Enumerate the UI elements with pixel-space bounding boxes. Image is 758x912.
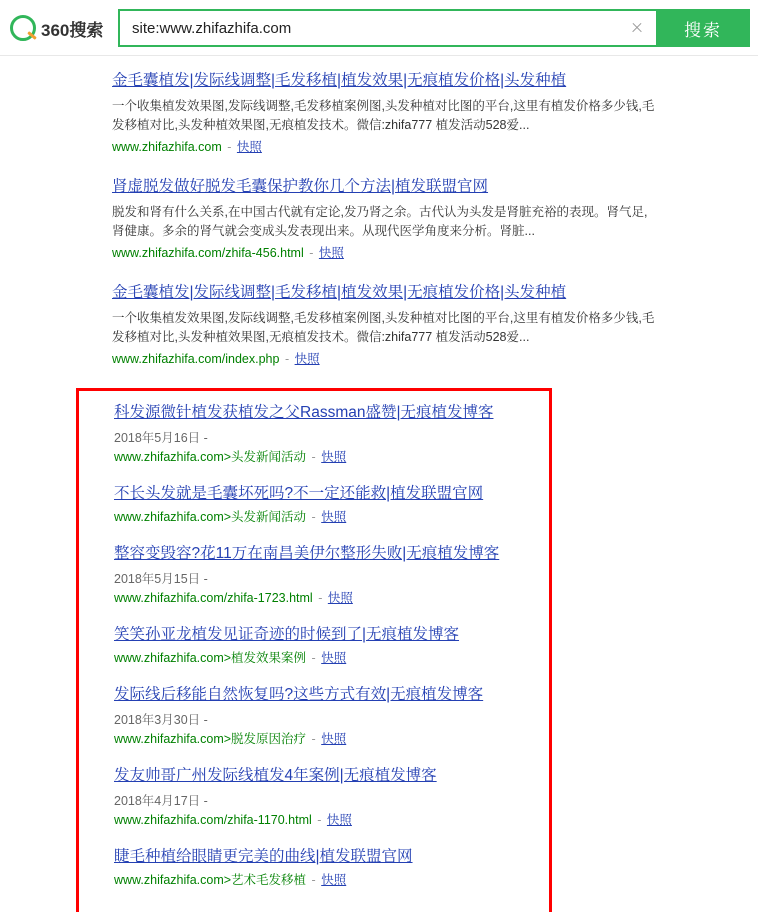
result-title[interactable]: 金毛囊植发|发际线调整|毛发移植|植发效果|无痕植发价格|头发种植 bbox=[112, 72, 567, 89]
result-meta bbox=[114, 589, 659, 607]
result-title[interactable]: 发际线后移能自然恢复吗?这些方式有效|无痕植发博客 bbox=[114, 686, 484, 703]
result-url[interactable]: www.zhifazhifa.com>头发新闻活动 bbox=[114, 510, 307, 524]
highlighted-results-group bbox=[112, 388, 758, 889]
result-url[interactable]: www.zhifazhifa.com>艺术毛发移植 bbox=[114, 873, 307, 887]
meta-separator: - bbox=[227, 140, 232, 154]
list-item bbox=[114, 846, 659, 889]
result-date: 2018年3月30日 - bbox=[114, 713, 208, 727]
result-title[interactable]: 笑笑孙亚龙植发见证奇迹的时候到了|无痕植发博客 bbox=[114, 626, 460, 643]
clear-icon[interactable] bbox=[628, 19, 646, 37]
snapshot-link[interactable]: 快照 bbox=[327, 591, 353, 605]
snapshot-link[interactable]: 快照 bbox=[321, 732, 347, 746]
result-url[interactable]: www.zhifazhifa.com>头发新闻活动 bbox=[114, 450, 307, 464]
list-item bbox=[112, 176, 657, 262]
result-meta bbox=[114, 508, 659, 526]
result-meta bbox=[114, 811, 659, 829]
meta-separator: - bbox=[311, 873, 316, 887]
list-item bbox=[114, 624, 659, 667]
meta-separator: - bbox=[284, 352, 290, 366]
search-input-box[interactable] bbox=[118, 9, 656, 47]
logo-text: 360搜索 bbox=[41, 20, 104, 40]
search-bar bbox=[118, 9, 750, 47]
result-title[interactable]: 睫毛种植给眼睛更完美的曲线|植发联盟官网 bbox=[114, 848, 413, 865]
meta-separator: - bbox=[311, 450, 316, 464]
snapshot-link[interactable]: 快照 bbox=[321, 873, 347, 887]
circle-search-logo-icon bbox=[10, 15, 36, 41]
snapshot-link[interactable]: 快照 bbox=[321, 651, 347, 665]
result-title[interactable]: 金毛囊植发|发际线调整|毛发移植|植发效果|无痕植发价格|头发种植 bbox=[112, 284, 567, 301]
result-meta bbox=[112, 350, 657, 368]
meta-separator: - bbox=[318, 591, 323, 605]
result-date: 2018年5月15日 - bbox=[114, 572, 208, 586]
list-item bbox=[114, 765, 659, 829]
snapshot-link[interactable]: 快照 bbox=[318, 246, 344, 260]
result-meta bbox=[114, 649, 659, 667]
list-item bbox=[112, 282, 657, 368]
result-url[interactable]: www.zhifazhifa.com/zhifa-456.html bbox=[112, 246, 304, 260]
meta-separator: - bbox=[311, 732, 316, 746]
search-results bbox=[0, 56, 758, 889]
result-description: 脱发和肾有什么关系,在中国古代就有定论,发乃肾之余。古代认为头发是肾脏充裕的表现。肾气足,肾健康。多余的肾气就会变成头发表现出来。从现代医学角度来分析。肾脏... bbox=[112, 205, 648, 238]
result-title[interactable]: 发友帅哥广州发际线植发4年案例|无痕植发博客 bbox=[114, 767, 437, 784]
site-logo[interactable] bbox=[10, 15, 110, 41]
snapshot-link[interactable]: 快照 bbox=[321, 450, 347, 464]
result-title[interactable]: 肾虚脱发做好脱发毛囊保护教你几个方法|植发联盟官网 bbox=[112, 178, 489, 195]
list-item bbox=[112, 70, 657, 156]
result-title[interactable]: 不长头发就是毛囊坏死吗?不一定还能救|植发联盟官网 bbox=[114, 485, 484, 502]
result-url[interactable]: www.zhifazhifa.com/zhifa-1170.html bbox=[114, 813, 312, 827]
result-url[interactable]: www.zhifazhifa.com bbox=[112, 140, 222, 154]
result-url[interactable]: www.zhifazhifa.com/zhifa-1723.html bbox=[114, 591, 313, 605]
list-item bbox=[114, 402, 659, 466]
meta-separator: - bbox=[311, 651, 316, 665]
snapshot-link[interactable]: 快照 bbox=[294, 352, 320, 366]
result-date: 2018年5月16日 - bbox=[114, 431, 208, 445]
result-description: 一个收集植发效果图,发际线调整,毛发移植案例图,头发种植对比图的平台,这里有植发价格多少钱,毛发移植对比,头发种植效果图,无痕植发技术。微信:zhifa777 植发活动528爱... bbox=[112, 99, 655, 132]
result-date: 2018年4月17日 - bbox=[114, 794, 208, 808]
result-url[interactable]: www.zhifazhifa.com/index.php bbox=[112, 352, 280, 366]
result-meta bbox=[114, 448, 659, 466]
search-header bbox=[0, 0, 758, 56]
meta-separator: - bbox=[309, 246, 314, 260]
result-meta bbox=[114, 730, 659, 748]
list-item bbox=[114, 483, 659, 526]
result-meta bbox=[114, 871, 659, 889]
snapshot-link[interactable]: 快照 bbox=[236, 140, 262, 154]
meta-separator: - bbox=[317, 813, 322, 827]
list-item bbox=[114, 684, 659, 748]
search-input[interactable] bbox=[130, 11, 628, 45]
list-item bbox=[114, 543, 659, 607]
meta-separator: - bbox=[311, 510, 316, 524]
result-url[interactable]: www.zhifazhifa.com>脱发原因治疗 bbox=[114, 732, 307, 746]
search-button[interactable]: 搜索 bbox=[656, 9, 750, 47]
result-title[interactable]: 整容变毁容?花11万在南昌美伊尔整形失败|无痕植发博客 bbox=[114, 545, 500, 562]
result-url[interactable]: www.zhifazhifa.com>植发效果案例 bbox=[114, 651, 307, 665]
result-title[interactable]: 科发源微针植发获植发之父Rassman盛赞|无痕植发博客 bbox=[114, 404, 494, 421]
snapshot-link[interactable]: 快照 bbox=[326, 813, 352, 827]
snapshot-link[interactable]: 快照 bbox=[321, 510, 347, 524]
result-description: 一个收集植发效果图,发际线调整,毛发移植案例图,头发种植对比图的平台,这里有植发价格多少钱,毛发移植对比,头发种植效果图,无痕植发技术。微信:zhifa777 植发活动528爱... bbox=[112, 311, 655, 344]
result-meta bbox=[112, 138, 657, 156]
result-meta bbox=[112, 244, 657, 262]
